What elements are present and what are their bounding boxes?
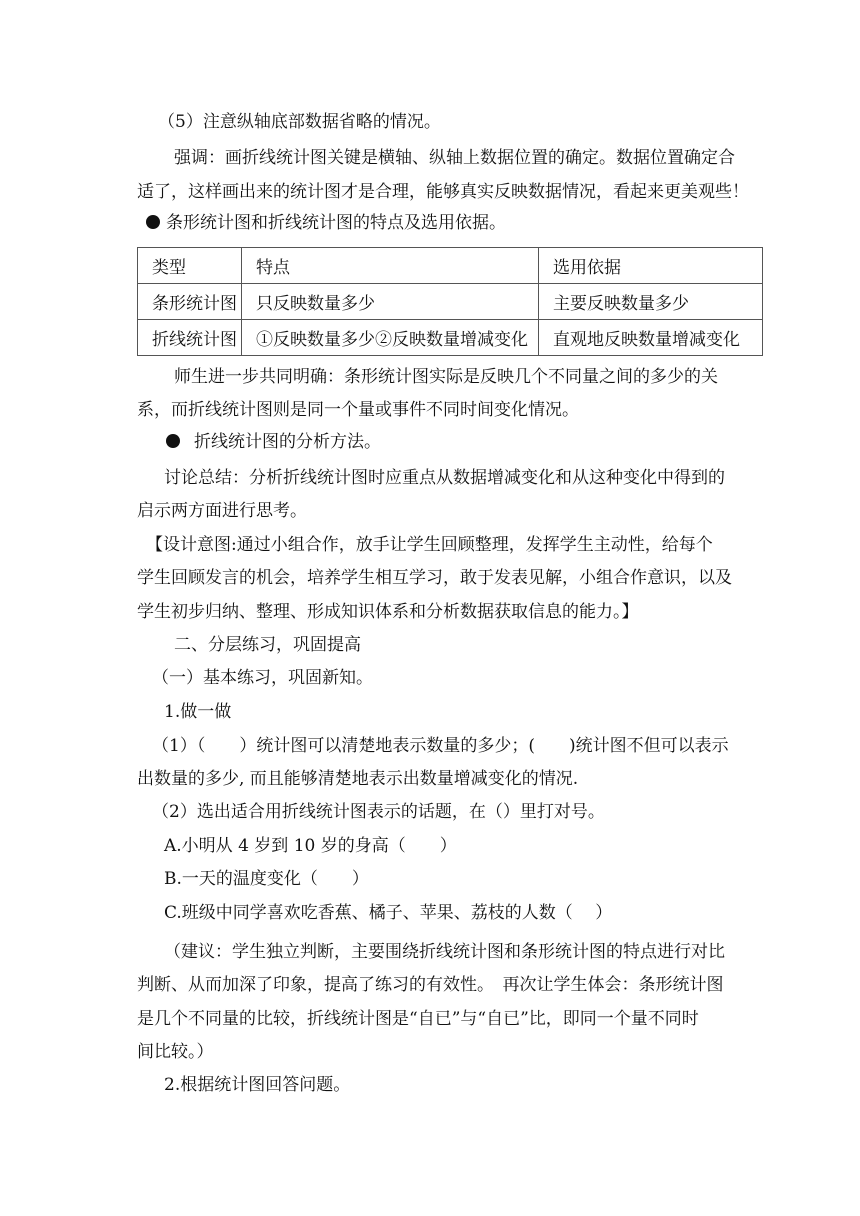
bullet-icon [146, 215, 160, 229]
paragraph-line: 间比较。） [137, 1042, 214, 1062]
table-cell: ①反映数量多少②反映数量增减变化 [242, 320, 539, 356]
paragraph-line: 强调：画折线统计图关键是横轴、纵轴上数据位置的确定。数据位置确定合 [174, 148, 735, 168]
table-row [138, 284, 763, 320]
paragraph-line: 师生进一步共同明确：条形统计图实际是反映几个不同量之间的多少的关 [174, 367, 718, 387]
paragraph-line: （建议：学生独立判断，主要围绕折线统计图和条形统计图的特点进行对比 [164, 942, 725, 962]
table-cell: 只反映数量多少 [242, 284, 539, 320]
table-header-cell: 特点 [242, 248, 539, 284]
paragraph-line: （2）选出适合用折线统计图表示的话题，在（）里打对号。 [152, 802, 605, 822]
exercise-heading: 1.做一做 [164, 702, 232, 722]
option-item: B.一天的温度变化（ ） [164, 869, 369, 889]
paragraph-line: 出数量的多少, 而且能够清楚地表示出数量增减变化的情况. [137, 769, 579, 789]
comparison-table [137, 247, 763, 356]
option-item: C.班级中同学喜欢吃香蕉、橘子、苹果、荔枝的人数（ ） [164, 903, 613, 923]
bullet-text: 条形统计图和折线统计图的特点及选用依据。 [166, 213, 506, 233]
table-cell: 主要反映数量多少 [539, 284, 763, 320]
paragraph-line: 启示两方面进行思考。 [137, 501, 307, 521]
table-header-row [138, 248, 763, 284]
paragraph-line: 【设计意图:通过小组合作，放手让学生回顾整理，发挥学生主动性，给每个 [146, 535, 713, 555]
paragraph-line: 学生初步归纳、整理、形成知识体系和分析数据获取信息的能力。】 [137, 602, 639, 622]
paragraph-line: 是几个不同量的比较，折线统计图是“自已”与“自已”比，即同一个量不同时 [137, 1009, 699, 1029]
table-header-cell: 选用依据 [539, 248, 763, 284]
paragraph-line: 系，而折线统计图则是同一个量或事件不同时间变化情况。 [137, 400, 579, 420]
subsection-heading: （一）基本练习，巩固新知。 [152, 668, 373, 688]
bullet-item [146, 211, 506, 235]
table-row [138, 320, 763, 356]
exercise-heading: 2.根据统计图回答问题。 [164, 1075, 351, 1095]
section-heading: 二、分层练习，巩固提高 [174, 635, 361, 655]
paragraph-line: （5）注意纵轴底部数据省略的情况。 [158, 112, 441, 132]
table-cell: 折线统计图 [138, 320, 242, 356]
paragraph-line: 学生回顾发言的机会，培养学生相互学习，敢于发表见解，小组合作意识，以及 [137, 568, 732, 588]
bullet-text: 折线统计图的分析方法。 [194, 432, 381, 452]
paragraph-line: 讨论总结：分析折线统计图时应重点从数据增减变化和从这种变化中得到的 [164, 468, 725, 488]
paragraph-line: 适了，这样画出来的统计图才是合理，能够真实反映数据情况，看起来更美观些！ [137, 182, 749, 202]
table-header-cell: 类型 [138, 248, 242, 284]
bullet-item [166, 430, 381, 454]
paragraph-line: 判断、从而加深了印象，提高了练习的有效性。 再次让学生体会：条形统计图 [137, 975, 724, 995]
table-cell: 条形统计图 [138, 284, 242, 320]
table-cell: 直观地反映数量增减变化 [539, 320, 763, 356]
paragraph-line: （1）（ ）统计图可以清楚地表示数量的多少；( )统计图不但可以表示 [152, 736, 729, 756]
option-item: A.小明从 4 岁到 10 岁的身高（ ） [164, 836, 457, 856]
bullet-icon [166, 434, 180, 448]
